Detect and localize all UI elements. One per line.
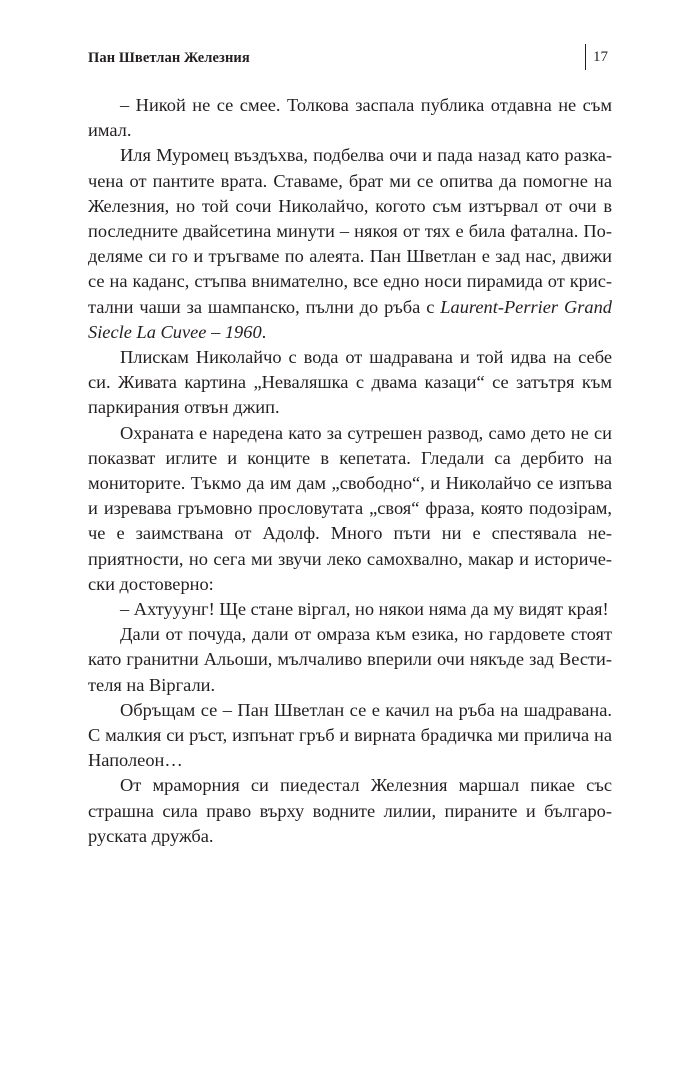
page-number: 17 [593, 48, 608, 65]
paragraph-text: Обръщам се – Пан Шветлан се е качил на ръба на шадравана. С малкия си ръст, изпънат гръб и вирната брадичка ми прилича на Наполеон… [88, 699, 612, 771]
paragraph-2 [88, 143, 612, 345]
paragraph-text: От мраморния си пиедестал Железния маршал пикае със страшна сила право върху водните лилии, пираните и българоруската дружба. [88, 775, 612, 846]
paragraph-6 [88, 622, 612, 698]
running-title: Пан Шветлан Железния [88, 50, 250, 66]
paragraph-7 [88, 698, 612, 774]
paragraph-text: Охраната е наредена като за сутрешен развод, само дето не си показват иглите и конците в кепетата. Гледали са дербито на мониторите. Тъкмо да им дам „свободно“, и Николайчо се изпъва и изревава гръмовно прословутата „своя“ фраза, която подозірам, че е заимствана от Адолф. Много пъти ни е спестявала неприятности, но сега ми звучи леко самохвално, макар и исторически достоверно: [88, 422, 612, 594]
paragraph-text: Плискам Николайчо с вода от шадравана и той идва на себе си. Живата картина „Неваляшка с двама казаци“ се затътря към паркирания отвън джип. [88, 347, 612, 418]
paragraph-4 [88, 421, 612, 597]
page-number-block [585, 44, 608, 70]
paragraph-5 [88, 597, 612, 622]
paragraph-3 [88, 345, 612, 421]
body-text [88, 93, 612, 849]
paragraph-1 [88, 93, 612, 143]
paragraph-text: – Никой не се смее. Толкова заспала публика отдавна не съм имал. [88, 95, 612, 141]
folio-divider [585, 44, 586, 70]
italic-wine-name: Laurent-Perrier Grand Siecle La Cuvee – 1960 [88, 296, 612, 342]
paragraph-text: – Ахтууунг! Ще стане віргал, но някои няма да му видят края! [120, 599, 609, 620]
paragraph-text: Иля Муромец въздъхва, подбелва очи и пада назад като разкачена от пантите врата. Ставаме, брат ми се опитва да помогне на Железния, но той сочи Николайчо, когото съм изтървал от очи в последните двайсетина минути – някоя от тях е била фатална. Поделяме си го и тръгваме по алеята. Пан Шветлан е зад нас, движи се на каданс, стъпва внимателно, все едно носи пирамида от кристални чаши за шампанско, пълни до ръба с [88, 145, 612, 317]
paragraph-text: Дали от почуда, дали от омраза към езика, но гардовете стоят като гранитни Альоши, мълчаливо вперили очи някъде зад Вестителя на Віргали. [88, 624, 612, 695]
paragraph-8 [88, 773, 612, 849]
paragraph-text-end: . [261, 321, 267, 342]
